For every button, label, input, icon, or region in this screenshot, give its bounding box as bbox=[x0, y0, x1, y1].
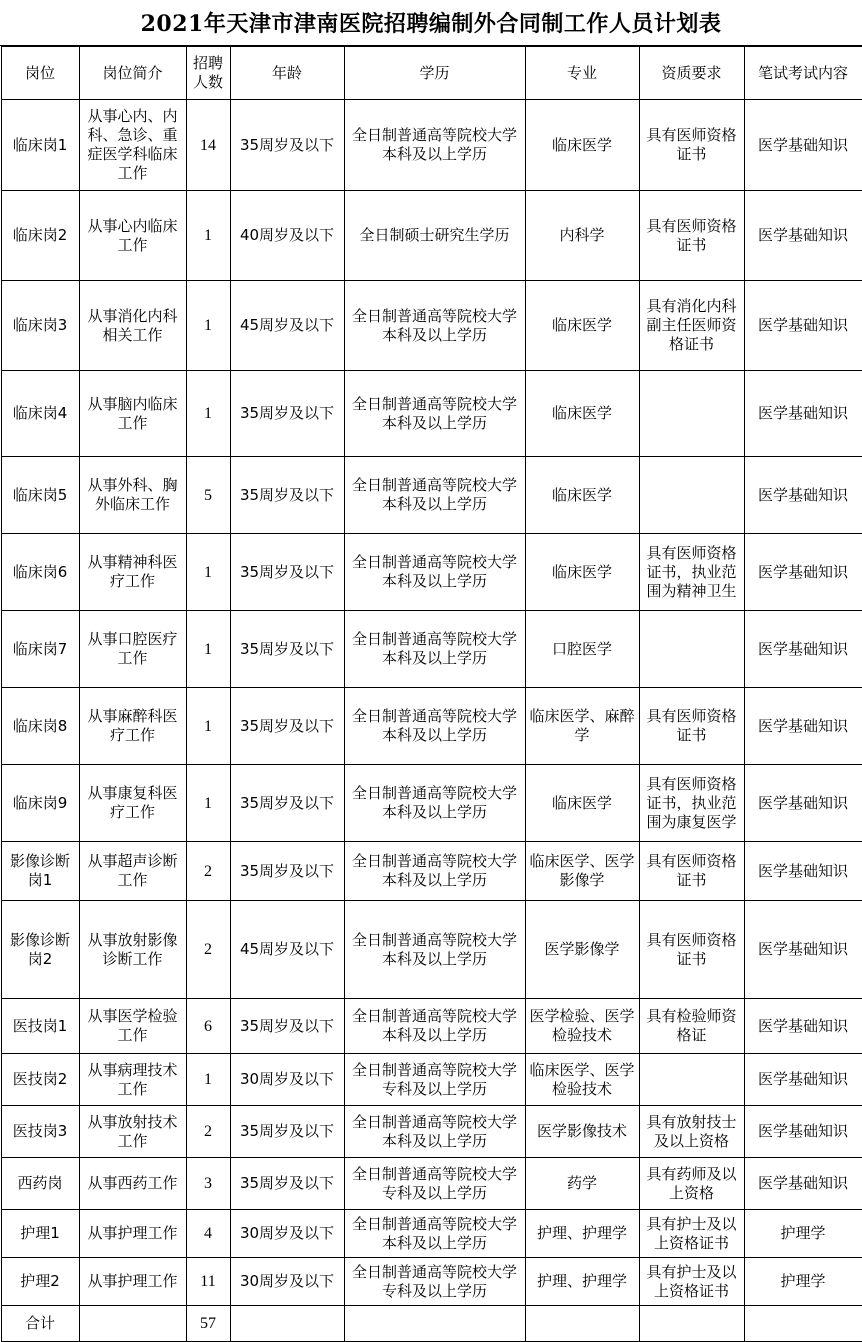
major-cell: 医学检验、医学检验技术 bbox=[525, 999, 639, 1054]
major-cell: 临床医学、麻醉学 bbox=[525, 688, 639, 765]
qualification-cell: 具有医师资格证书 bbox=[639, 688, 744, 765]
intro-cell: 从事口腔医疗工作 bbox=[79, 611, 186, 688]
exam-cell: 医学基础知识 bbox=[744, 1106, 862, 1158]
education-cell: 全日制普通高等院校大学本科及以上学历 bbox=[344, 1210, 525, 1258]
education-cell: 全日制普通高等院校大学专科及以上学历 bbox=[344, 1054, 525, 1106]
count-cell: 1 bbox=[186, 534, 230, 611]
major-cell: 临床医学 bbox=[525, 534, 639, 611]
major-cell: 临床医学 bbox=[525, 100, 639, 191]
age-cell: 40周岁及以下 bbox=[230, 191, 344, 281]
table-row bbox=[1, 1258, 862, 1306]
table-row bbox=[1, 765, 862, 842]
age-cell: 35周岁及以下 bbox=[230, 371, 344, 457]
qualification-cell: 具有放射技士及以上资格 bbox=[639, 1106, 744, 1158]
post-cell: 临床岗1 bbox=[1, 100, 79, 191]
post-cell: 影像诊断岗1 bbox=[1, 842, 79, 901]
qualification-cell bbox=[639, 1054, 744, 1106]
table-row bbox=[1, 281, 862, 371]
age-cell: 30周岁及以下 bbox=[230, 1054, 344, 1106]
intro-cell: 从事消化内科相关工作 bbox=[79, 281, 186, 371]
education-cell: 全日制普通高等院校大学本科及以上学历 bbox=[344, 842, 525, 901]
qualification-cell: 具有药师及以上资格 bbox=[639, 1158, 744, 1210]
post-cell: 护理1 bbox=[1, 1210, 79, 1258]
count-cell: 1 bbox=[186, 611, 230, 688]
table-row bbox=[1, 688, 862, 765]
age-cell: 35周岁及以下 bbox=[230, 100, 344, 191]
header-count: 招聘人数 bbox=[186, 47, 230, 100]
intro-cell: 从事西药工作 bbox=[79, 1158, 186, 1210]
intro-cell: 从事麻醉科医疗工作 bbox=[79, 688, 186, 765]
table-row bbox=[1, 534, 862, 611]
post-cell: 临床岗4 bbox=[1, 371, 79, 457]
table-row bbox=[1, 1054, 862, 1106]
count-cell: 1 bbox=[186, 765, 230, 842]
header-education: 学历 bbox=[344, 47, 525, 100]
total-empty-intro bbox=[79, 1306, 186, 1342]
education-cell: 全日制普通高等院校大学专科及以上学历 bbox=[344, 1158, 525, 1210]
table-row bbox=[1, 842, 862, 901]
post-cell: 医技岗2 bbox=[1, 1054, 79, 1106]
table-row bbox=[1, 1106, 862, 1158]
education-cell: 全日制普通高等院校大学本科及以上学历 bbox=[344, 901, 525, 999]
total-label: 合计 bbox=[1, 1306, 79, 1342]
exam-cell: 医学基础知识 bbox=[744, 999, 862, 1054]
exam-cell: 医学基础知识 bbox=[744, 100, 862, 191]
education-cell: 全日制普通高等院校大学本科及以上学历 bbox=[344, 765, 525, 842]
education-cell: 全日制普通高等院校大学本科及以上学历 bbox=[344, 534, 525, 611]
intro-cell: 从事放射技术工作 bbox=[79, 1106, 186, 1158]
count-cell: 6 bbox=[186, 999, 230, 1054]
qualification-cell: 具有检验师资格证 bbox=[639, 999, 744, 1054]
intro-cell: 从事康复科医疗工作 bbox=[79, 765, 186, 842]
qualification-cell: 具有消化内科副主任医师资格证书 bbox=[639, 281, 744, 371]
count-cell: 1 bbox=[186, 281, 230, 371]
exam-cell: 医学基础知识 bbox=[744, 457, 862, 534]
table-row bbox=[1, 999, 862, 1054]
education-cell: 全日制普通高等院校大学本科及以上学历 bbox=[344, 1106, 525, 1158]
header-age: 年龄 bbox=[230, 47, 344, 100]
age-cell: 35周岁及以下 bbox=[230, 842, 344, 901]
exam-cell: 医学基础知识 bbox=[744, 901, 862, 999]
age-cell: 35周岁及以下 bbox=[230, 534, 344, 611]
qualification-cell: 具有医师资格证书 bbox=[639, 842, 744, 901]
count-cell: 11 bbox=[186, 1258, 230, 1306]
age-cell: 35周岁及以下 bbox=[230, 457, 344, 534]
table-row bbox=[1, 1210, 862, 1258]
age-cell: 30周岁及以下 bbox=[230, 1210, 344, 1258]
qualification-cell: 具有医师资格证书 bbox=[639, 901, 744, 999]
count-cell: 2 bbox=[186, 901, 230, 999]
post-cell: 临床岗7 bbox=[1, 611, 79, 688]
major-cell: 临床医学 bbox=[525, 457, 639, 534]
exam-cell: 医学基础知识 bbox=[744, 534, 862, 611]
header-exam: 笔试考试内容 bbox=[744, 47, 862, 100]
exam-cell: 医学基础知识 bbox=[744, 842, 862, 901]
post-cell: 影像诊断岗2 bbox=[1, 901, 79, 999]
total-empty-education bbox=[344, 1306, 525, 1342]
exam-cell: 医学基础知识 bbox=[744, 688, 862, 765]
age-cell: 35周岁及以下 bbox=[230, 765, 344, 842]
table-row bbox=[1, 901, 862, 999]
age-cell: 30周岁及以下 bbox=[230, 1258, 344, 1306]
qualification-cell bbox=[639, 457, 744, 534]
count-cell: 1 bbox=[186, 688, 230, 765]
qualification-cell bbox=[639, 371, 744, 457]
qualification-cell: 具有医师资格证书 bbox=[639, 191, 744, 281]
exam-cell: 医学基础知识 bbox=[744, 371, 862, 457]
age-cell: 35周岁及以下 bbox=[230, 611, 344, 688]
total-empty-qualification bbox=[639, 1306, 744, 1342]
post-cell: 医技岗3 bbox=[1, 1106, 79, 1158]
table-row bbox=[1, 1158, 862, 1210]
education-cell: 全日制普通高等院校大学本科及以上学历 bbox=[344, 999, 525, 1054]
education-cell: 全日制普通高等院校大学本科及以上学历 bbox=[344, 281, 525, 371]
total-count: 57 bbox=[186, 1306, 230, 1342]
table-row bbox=[1, 457, 862, 534]
age-cell: 35周岁及以下 bbox=[230, 1158, 344, 1210]
count-cell: 14 bbox=[186, 100, 230, 191]
post-cell: 护理2 bbox=[1, 1258, 79, 1306]
intro-cell: 从事精神科医疗工作 bbox=[79, 534, 186, 611]
header-post: 岗位 bbox=[1, 47, 79, 100]
count-cell: 5 bbox=[186, 457, 230, 534]
total-empty-exam bbox=[744, 1306, 862, 1342]
table-row bbox=[1, 371, 862, 457]
major-cell: 内科学 bbox=[525, 191, 639, 281]
exam-cell: 护理学 bbox=[744, 1210, 862, 1258]
post-cell: 临床岗6 bbox=[1, 534, 79, 611]
table-row bbox=[1, 191, 862, 281]
education-cell: 全日制普通高等院校大学本科及以上学历 bbox=[344, 457, 525, 534]
exam-cell: 医学基础知识 bbox=[744, 1054, 862, 1106]
major-cell: 口腔医学 bbox=[525, 611, 639, 688]
post-cell: 临床岗3 bbox=[1, 281, 79, 371]
intro-cell: 从事超声诊断工作 bbox=[79, 842, 186, 901]
count-cell: 1 bbox=[186, 1054, 230, 1106]
major-cell: 临床医学 bbox=[525, 765, 639, 842]
intro-cell: 从事心内、内科、急诊、重症医学科临床工作 bbox=[79, 100, 186, 191]
header-row bbox=[1, 47, 862, 100]
exam-cell: 护理学 bbox=[744, 1258, 862, 1306]
qualification-cell: 具有医师资格证书 bbox=[639, 100, 744, 191]
intro-cell: 从事脑内临床工作 bbox=[79, 371, 186, 457]
qualification-cell bbox=[639, 611, 744, 688]
major-cell: 临床医学、医学检验技术 bbox=[525, 1054, 639, 1106]
qualification-cell: 具有护士及以上资格证书 bbox=[639, 1210, 744, 1258]
education-cell: 全日制普通高等院校大学本科及以上学历 bbox=[344, 371, 525, 457]
education-cell: 全日制普通高等院校大学本科及以上学历 bbox=[344, 611, 525, 688]
major-cell: 护理、护理学 bbox=[525, 1258, 639, 1306]
education-cell: 全日制普通高等院校大学专科及以上学历 bbox=[344, 1258, 525, 1306]
education-cell: 全日制普通高等院校大学本科及以上学历 bbox=[344, 688, 525, 765]
intro-cell: 从事医学检验工作 bbox=[79, 999, 186, 1054]
major-cell: 护理、护理学 bbox=[525, 1210, 639, 1258]
count-cell: 3 bbox=[186, 1158, 230, 1210]
age-cell: 35周岁及以下 bbox=[230, 688, 344, 765]
count-cell: 1 bbox=[186, 191, 230, 281]
total-row bbox=[1, 1306, 862, 1342]
header-qualification: 资质要求 bbox=[639, 47, 744, 100]
major-cell: 临床医学、医学影像学 bbox=[525, 842, 639, 901]
recruitment-plan-table bbox=[1, 46, 862, 1342]
count-cell: 4 bbox=[186, 1210, 230, 1258]
major-cell: 医学影像技术 bbox=[525, 1106, 639, 1158]
total-empty-major bbox=[525, 1306, 639, 1342]
exam-cell: 医学基础知识 bbox=[744, 281, 862, 371]
count-cell: 2 bbox=[186, 1106, 230, 1158]
post-cell: 医技岗1 bbox=[1, 999, 79, 1054]
intro-cell: 从事放射影像诊断工作 bbox=[79, 901, 186, 999]
intro-cell: 从事病理技术工作 bbox=[79, 1054, 186, 1106]
header-intro: 岗位简介 bbox=[79, 47, 186, 100]
count-cell: 2 bbox=[186, 842, 230, 901]
page-title: 2021年天津市津南医院招聘编制外合同制工作人员计划表 bbox=[0, 0, 862, 46]
intro-cell: 从事护理工作 bbox=[79, 1210, 186, 1258]
age-cell: 35周岁及以下 bbox=[230, 1106, 344, 1158]
qualification-cell: 具有医师资格证书，执业范围为精神卫生 bbox=[639, 534, 744, 611]
exam-cell: 医学基础知识 bbox=[744, 611, 862, 688]
education-cell: 全日制普通高等院校大学本科及以上学历 bbox=[344, 100, 525, 191]
qualification-cell: 具有护士及以上资格证书 bbox=[639, 1258, 744, 1306]
age-cell: 45周岁及以下 bbox=[230, 901, 344, 999]
intro-cell: 从事心内临床工作 bbox=[79, 191, 186, 281]
exam-cell: 医学基础知识 bbox=[744, 765, 862, 842]
age-cell: 35周岁及以下 bbox=[230, 999, 344, 1054]
post-cell: 临床岗5 bbox=[1, 457, 79, 534]
post-cell: 西药岗 bbox=[1, 1158, 79, 1210]
count-cell: 1 bbox=[186, 371, 230, 457]
post-cell: 临床岗9 bbox=[1, 765, 79, 842]
post-cell: 临床岗2 bbox=[1, 191, 79, 281]
header-major: 专业 bbox=[525, 47, 639, 100]
exam-cell: 医学基础知识 bbox=[744, 1158, 862, 1210]
intro-cell: 从事外科、胸外临床工作 bbox=[79, 457, 186, 534]
qualification-cell: 具有医师资格证书，执业范围为康复医学 bbox=[639, 765, 744, 842]
table-row bbox=[1, 100, 862, 191]
post-cell: 临床岗8 bbox=[1, 688, 79, 765]
major-cell: 临床医学 bbox=[525, 371, 639, 457]
major-cell: 医学影像学 bbox=[525, 901, 639, 999]
education-cell: 全日制硕士研究生学历 bbox=[344, 191, 525, 281]
intro-cell: 从事护理工作 bbox=[79, 1258, 186, 1306]
major-cell: 临床医学 bbox=[525, 281, 639, 371]
age-cell: 45周岁及以下 bbox=[230, 281, 344, 371]
total-empty-age bbox=[230, 1306, 344, 1342]
exam-cell: 医学基础知识 bbox=[744, 191, 862, 281]
major-cell: 药学 bbox=[525, 1158, 639, 1210]
table-row bbox=[1, 611, 862, 688]
